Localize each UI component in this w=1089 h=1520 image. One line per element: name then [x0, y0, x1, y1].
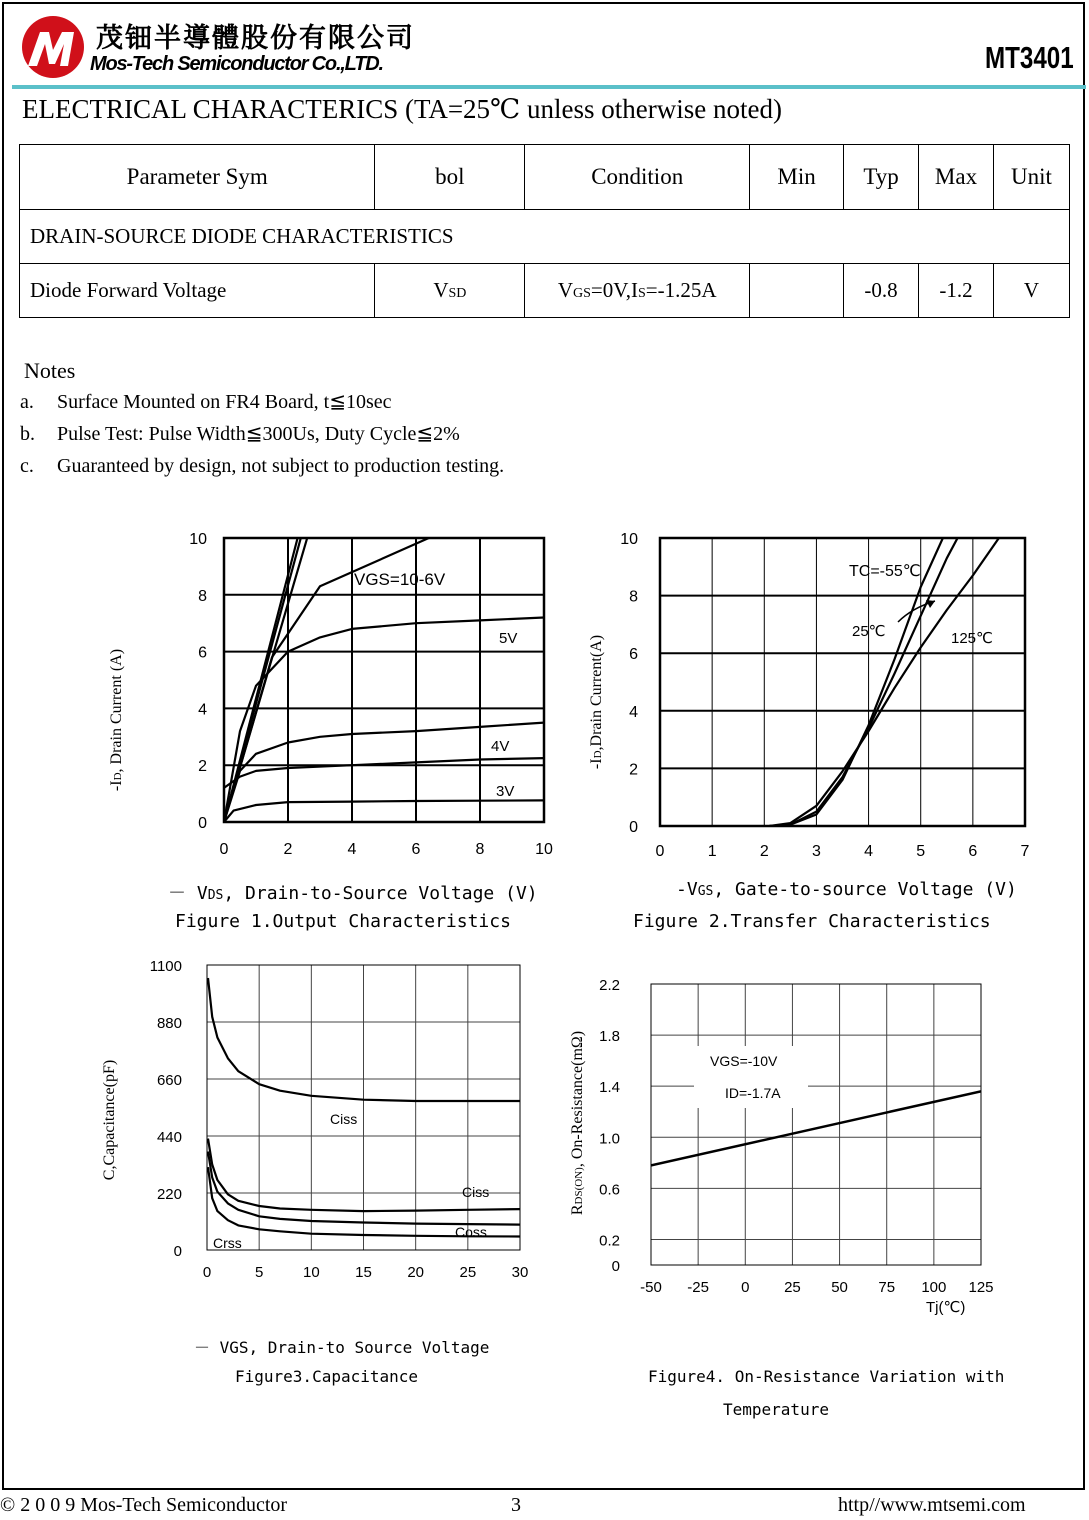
footer-page-number: 3: [511, 1494, 521, 1516]
fig2-annotation-125c: 125℃: [951, 630, 993, 647]
company-name-en: Mos-Tech Semiconductor Co.,LTD.: [90, 53, 383, 75]
cond-b: =0V,I: [590, 278, 638, 302]
x-tick-label: 2: [759, 843, 769, 860]
fig4-ylabel: [569, 1031, 587, 1215]
y-tick-label: 660: [156, 1072, 182, 1089]
y-tick-label: 2: [629, 761, 638, 779]
fig1-ylabel-c: , Drain Current (A): [108, 648, 125, 773]
series-line: [770, 538, 999, 826]
chart-4: [651, 984, 981, 1265]
fig3-annotation-ciss: Ciss: [330, 1111, 358, 1127]
note-text: Guaranteed by design, not subject to production testing.: [57, 455, 505, 477]
y-tick-label: 1.0: [599, 1130, 620, 1148]
cond-a: V: [557, 278, 574, 302]
x-tick-label: 20: [407, 1264, 425, 1281]
series-line: [770, 509, 973, 826]
symbol-main: V: [433, 278, 449, 302]
fig4-ylabel-sub: DS(ON): [573, 1167, 585, 1205]
x-tick-label: 100: [921, 1279, 947, 1296]
y-tick-label: 8: [198, 587, 207, 605]
fig4-caption-line1: Figure4. On-Resistance Variation with: [648, 1367, 1005, 1386]
x-tick-label: 15: [355, 1264, 372, 1281]
chart-3: [207, 965, 520, 1250]
fig4-annotation-vgs: VGS=-10V: [710, 1053, 778, 1069]
header-cell: bol: [375, 145, 525, 210]
fig1-xlabel: [168, 879, 538, 905]
y-tick-label: 0: [629, 819, 638, 836]
part-number: MT3401: [985, 40, 1074, 75]
section-title: ELECTRICAL CHARACTERICS (TA=25℃ unless otherwise noted): [22, 94, 782, 124]
fig1-annotation-vgs: VGS=10-6V: [354, 570, 446, 589]
x-tick-label: 25: [784, 1279, 801, 1296]
fig1-xlabel-a: － V: [168, 883, 208, 904]
y-tick-label: 2: [198, 758, 207, 776]
y-tick-label: 0: [611, 1258, 620, 1275]
x-tick-label: 1: [707, 843, 717, 860]
fig1-ylabel-sub: D: [112, 772, 124, 781]
x-tick-label: 7: [1020, 843, 1030, 860]
note-key: b.: [20, 423, 35, 445]
typ-cell: -0.8: [844, 264, 919, 318]
y-tick-label: 440: [156, 1129, 182, 1146]
fig1-xlabel-c: , Drain-to-Source Voltage (V): [223, 883, 538, 904]
fig3-annotation-ciss-2: Ciss: [462, 1184, 490, 1200]
fig3-annotation-crss: Crss: [213, 1235, 242, 1251]
cond-b-sub: S: [637, 286, 646, 301]
fig2-xlabel-a: -V: [676, 879, 698, 900]
x-tick-label: 0: [655, 843, 665, 860]
header-cell: Unit: [993, 145, 1069, 210]
x-tick-label: 6: [411, 841, 421, 858]
x-tick-label: 10: [535, 841, 553, 858]
max-cell: -1.2: [919, 264, 994, 318]
x-tick-label: 125: [968, 1279, 994, 1296]
parameter-cell: Diode Forward Voltage: [20, 264, 375, 318]
fig1-xlabel-sub: DS: [207, 888, 224, 903]
y-tick-label: 4: [198, 701, 207, 719]
fig1-caption: Figure 1.Output Characteristics: [175, 911, 511, 932]
series-line: [224, 800, 544, 822]
y-tick-label: 0.2: [599, 1232, 620, 1250]
y-tick-label: 0.6: [599, 1181, 620, 1199]
fig2-ylabel-sub: D: [592, 750, 604, 759]
x-tick-label: 2: [283, 841, 293, 858]
header-cell: Typ: [844, 145, 919, 210]
header-cell: Parameter Sym: [20, 145, 375, 210]
fig1-annotation-5v: 5V: [499, 630, 518, 647]
x-tick-label: 4: [864, 843, 874, 860]
fig2-xlabel-c: , Gate-to-source Voltage (V): [713, 879, 1017, 900]
cond-c: =-1.25A: [645, 278, 717, 302]
fig4-ylabel-c: , On-Resistance(mΩ): [569, 1030, 586, 1168]
cond-a-sub: GS: [573, 286, 591, 301]
fig1-ylabel: [108, 649, 126, 791]
y-tick-label: 2.2: [599, 977, 620, 994]
fig1-annotation-4v: 4V: [491, 738, 510, 755]
chart-2: [660, 480, 1025, 826]
fig2-ylabel-c: ,Drain Current(A): [588, 634, 605, 751]
x-tick-label: 3: [811, 843, 821, 860]
x-tick-label: -50: [640, 1279, 662, 1296]
fig2-xlabel: [676, 879, 1017, 900]
fig4-xlabel: Tj(℃): [926, 1299, 966, 1316]
x-tick-label: 75: [878, 1279, 896, 1296]
y-tick-label: 220: [156, 1186, 182, 1203]
x-tick-label: 5: [254, 1264, 264, 1281]
y-tick-label: 10: [620, 531, 638, 548]
y-tick-label: 8: [629, 588, 638, 606]
plot-frame: [660, 538, 1025, 826]
plot-frame: [651, 984, 981, 1265]
y-tick-label: 1.8: [599, 1028, 620, 1046]
x-tick-label: 0: [202, 1264, 212, 1281]
x-tick-label: 25: [459, 1264, 477, 1281]
y-tick-label: 1.4: [599, 1079, 620, 1097]
fig1-annotation-3v: 3V: [496, 783, 515, 800]
series-line: [208, 758, 544, 822]
header-cell: Max: [919, 145, 994, 210]
symbol-sub: SD: [448, 286, 467, 301]
header-cell: Condition: [525, 145, 750, 210]
x-tick-label: -25: [687, 1279, 709, 1296]
header-cell: Min: [750, 145, 844, 210]
fig1-ylabel-a: -I: [108, 780, 125, 792]
x-tick-label: 0: [741, 1279, 750, 1296]
y-tick-label: 880: [156, 1015, 182, 1032]
x-tick-label: 10: [302, 1264, 320, 1281]
fig3-ylabel: C,Capacitance(pF): [101, 1059, 118, 1181]
fig2-caption: Figure 2.Transfer Characteristics: [633, 911, 991, 932]
fig3-xlabel: － VGS, Drain-to Source Voltage: [194, 1338, 490, 1357]
note-key: a.: [20, 391, 34, 413]
x-tick-label: 4: [347, 841, 357, 858]
y-tick-label: 0: [173, 1243, 182, 1260]
footer-copyright: © 2 0 0 9 Mos-Tech Semiconductor: [0, 1494, 288, 1516]
fig4-annotation-id: ID=-1.7A: [725, 1085, 781, 1101]
y-tick-label: 1100: [149, 958, 182, 975]
fig2-ylabel: [588, 635, 606, 769]
x-tick-label: 5: [916, 843, 926, 860]
y-tick-label: 6: [629, 646, 638, 664]
note-key: c.: [20, 455, 34, 477]
unit-cell: V: [993, 264, 1069, 318]
x-tick-label: 50: [831, 1279, 848, 1296]
y-tick-label: 6: [198, 644, 207, 662]
fig2-ylabel-a: -I: [588, 758, 605, 770]
x-tick-label: 0: [219, 841, 229, 858]
note-text: Surface Mounted on FR4 Board, t≦10sec: [57, 391, 392, 413]
x-tick-label: 6: [968, 843, 978, 860]
fig4-caption-line2: Temperature: [723, 1400, 829, 1419]
y-tick-label: 4: [629, 703, 638, 721]
note-text: Pulse Test: Pulse Width≦300Us, Duty Cycle≦2%: [57, 423, 460, 445]
fig3-annotation-coss: Coss: [455, 1224, 487, 1240]
fig2-annotation-tc: TC=-55℃: [849, 563, 921, 580]
y-tick-label: 0: [198, 815, 207, 832]
fig3-caption: Figure3.Capacitance: [235, 1367, 419, 1386]
footer-url: http//www.mtsemi.com: [838, 1494, 1026, 1516]
x-tick-label: 8: [475, 841, 485, 858]
section-cell: DRAIN-SOURCE DIODE CHARACTERISTICS: [20, 210, 1070, 264]
fig2-xlabel-sub: GS: [697, 884, 714, 899]
fig4-ylabel-a: R: [569, 1204, 586, 1216]
y-tick-label: 10: [189, 531, 207, 548]
x-tick-label: 30: [511, 1264, 529, 1281]
fig2-annotation-25c: 25℃: [852, 623, 886, 640]
company-name-cn: 茂钿半導體股份有限公司: [96, 23, 415, 54]
notes-title: Notes: [24, 358, 76, 383]
